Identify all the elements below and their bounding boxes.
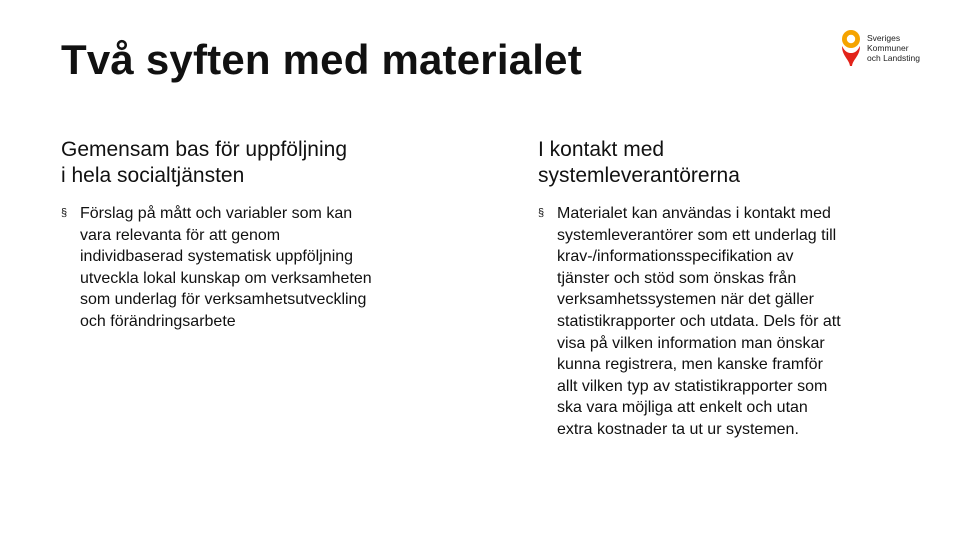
right-column [538, 137, 898, 441]
bullet-line: utveckla lokal kunskap om verksamheten [80, 269, 372, 287]
bullet-line: ska vara möjliga att enkelt och utan [557, 399, 808, 417]
left-heading [61, 137, 441, 189]
bullet-line: visa på vilken information man önskar [557, 334, 825, 352]
logo-wordmark [867, 33, 920, 63]
bullet-line: allt vilken typ av statistikrapporter som [557, 377, 828, 395]
bullet-line: individbaserad systematisk uppföljning [80, 248, 354, 266]
heading-line: Gemensam bas för uppföljning [61, 138, 347, 161]
bullet-line: Materialet kan användas i kontakt med [557, 205, 831, 222]
bullet-line: Förslag på mått och variabler som kan [80, 205, 353, 222]
logo-line: och Landsting [867, 53, 920, 63]
right-heading [538, 137, 898, 189]
bullet-line: som underlag för verksamhetsutveckling [80, 291, 367, 309]
bullet-line: systemleverantörer som ett underlag till [557, 226, 837, 244]
bullet-item [538, 203, 898, 441]
logo-line: Kommuner [867, 43, 909, 53]
bullet-line: och förändringsarbete [80, 312, 236, 330]
bullet-line: kunna registrera, men kanske framför [557, 356, 823, 374]
bullet-marker-icon: § [538, 207, 545, 219]
skl-flame-icon [838, 28, 864, 68]
right-bullet-list [538, 203, 898, 441]
bullet-line: vara relevanta för att genom [80, 226, 281, 244]
slide-title: Två syften med materialet [61, 36, 582, 83]
heading-line: systemleverantörerna [538, 164, 740, 187]
bullet-line: statistikrapporter och utdata. Dels för att [557, 312, 841, 330]
bullet-marker-icon: § [61, 207, 68, 219]
heading-line: I kontakt med [538, 138, 665, 161]
heading-line: i hela socialtjänsten [61, 164, 245, 187]
bullet-item [61, 203, 441, 333]
logo-line: Sveriges [867, 33, 901, 43]
left-column [61, 137, 441, 333]
bullet-line: extra kostnader ta ut ur systemen. [557, 420, 799, 438]
bullet-line: verksamhetssystemen när det gäller [557, 291, 814, 309]
organization-logo [838, 26, 938, 70]
bullet-line: tjänster och stöd som önskas från [557, 269, 797, 287]
left-bullet-list [61, 203, 441, 333]
bullet-line: krav-/informationsspecifikation av [557, 248, 794, 266]
